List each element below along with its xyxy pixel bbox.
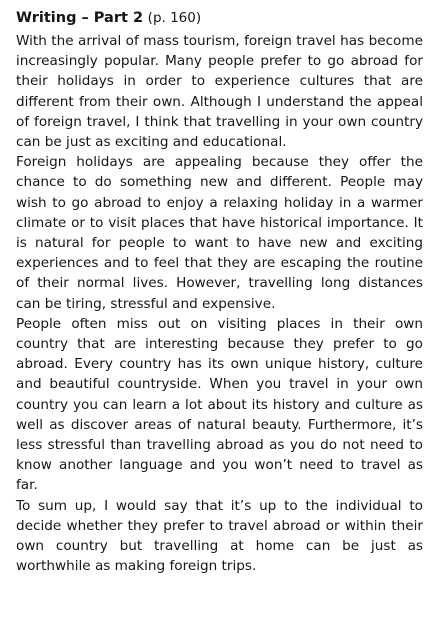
paragraph-home-travel: People often miss out on visiting places in their own country that are interesting because they prefer to go abroad. Every country has its own unique history, culture and beautiful countryside. When you travel in your own country you can learn a lot about its history and culture as well as discover areas of natural beauty. Furthermore, it’s less stressful than travelling abroad as you do not need to know another language and you won’t need to travel as far. (16, 315, 423, 494)
paragraph-foreign-holidays: Foreign holidays are appealing because they offer the chance to do something new and different. People may wish to go abroad to enjoy a relaxing holiday in a warmer climate or to visit places that have historical importance. It is natural for people to want to have new and exciting experiences and to feel that they are escaping the routine of their normal lives. However, travelling long distances can be tiring, stressful and expensive. (16, 154, 423, 312)
heading-page-reference: (p. 160) (147, 10, 202, 26)
paragraph-introduction: With the arrival of mass tourism, foreign travel has become increasingly popular. Many people prefer to go abroad for their holidays in order to experience cultures that are different from their own. Although I understand the appeal of foreign travel, I think that travelling in your own country can be just as exciting and educational. (16, 33, 423, 151)
section-heading (16, 8, 423, 28)
document-page (16, 8, 423, 576)
paragraph-conclusion: To sum up, I would say that it’s up to the individual to decide whether they prefer to travel abroad or within their own country but travelling at home can be just as worthwhile as making foreign trips. (16, 497, 423, 575)
heading-title: Writing – Part 2 (16, 10, 144, 26)
